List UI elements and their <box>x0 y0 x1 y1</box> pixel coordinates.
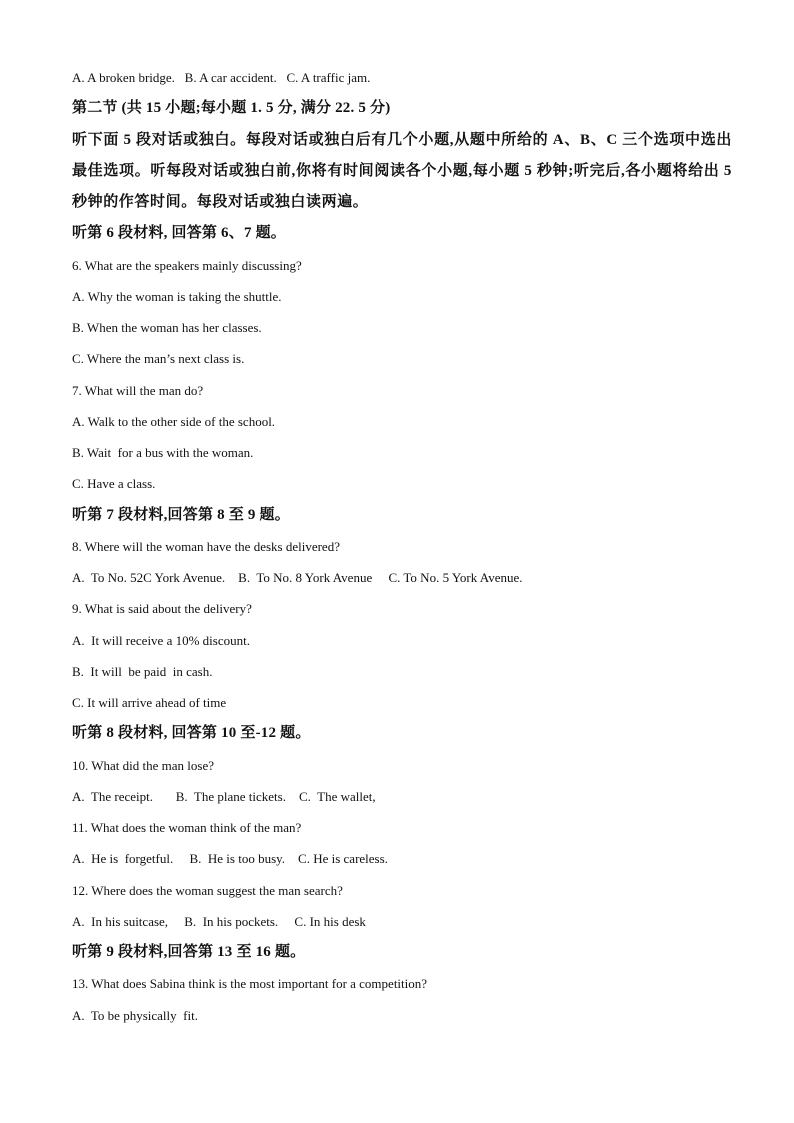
option-line: C. Where the man’s next class is. <box>72 351 245 367</box>
passage-heading: 听第 9 段材料,回答第 13 至 16 题。 <box>72 944 306 960</box>
option-line: A. Why the woman is taking the shuttle. <box>72 288 282 304</box>
option-line: C. It will arrive ahead of time <box>72 695 227 710</box>
question-line: 11. What does the woman think of the man? <box>72 820 302 835</box>
section-heading: 第二节 (共 15 小题;每小题 1. 5 分, 满分 22. 5 分) <box>72 100 391 117</box>
option-line: A. In his suitcase, B. In his pockets. C. In his desk <box>72 913 366 929</box>
passage-heading: 听第 6 段材料, 回答第 6、7 题。 <box>72 225 287 242</box>
question-line: 8. Where will the woman have the desks delivered? <box>72 538 340 554</box>
question-line: 10. What did the man lose? <box>72 757 215 773</box>
question-line: 13. What does Sabina think is the most important for a competition? <box>72 976 428 992</box>
question-line: 12. Where does the woman suggest the man search? <box>72 882 343 898</box>
passage-heading: 听第 8 段材料, 回答第 10 至-12 题。 <box>72 725 311 742</box>
option-line: A. It will receive a 10% discount. <box>72 632 250 648</box>
option-line: A. He is forgetful. B. He is too busy. C. He is careless. <box>72 851 388 867</box>
option-line: A. Walk to the other side of the school. <box>72 413 276 429</box>
option-line: A. To No. 52C York Avenue. B. To No. 8 York Avenue C. To No. 5 York Avenue. <box>72 570 523 585</box>
option-line: C. Have a class. <box>72 476 156 492</box>
option-line: A. The receipt. B. The plane tickets. C. The wallet, <box>72 788 376 804</box>
section-instructions: 听下面 5 段对话或独白。每段对话或独白后有几个小题,从题中所给的 A、B、C 三个选项中选出最佳选项。听每段对话或独白前,你将有时间阅读各个小题,每小题 5 秒钟;听完后,各小题将给出 5 秒钟的作答时间。每段对话或独白读两遍。 <box>72 131 732 210</box>
question-line: 7. What will the man do? <box>72 382 204 398</box>
question-line: 6. What are the speakers mainly discussing? <box>72 257 302 273</box>
option-line: B. When the woman has her classes. <box>72 320 262 335</box>
option-line: B. It will be paid in cash. <box>72 663 213 679</box>
option-line: A. A broken bridge. B. A car accident. C. A traffic jam. <box>72 70 371 85</box>
exam-page <box>72 62 732 1031</box>
passage-heading: 听第 7 段材料,回答第 8 至 9 题。 <box>72 506 290 523</box>
option-line: A. To be physically fit. <box>72 1007 198 1023</box>
question-line: 9. What is said about the delivery? <box>72 601 252 617</box>
option-line: B. Wait for a bus with the woman. <box>72 445 254 460</box>
